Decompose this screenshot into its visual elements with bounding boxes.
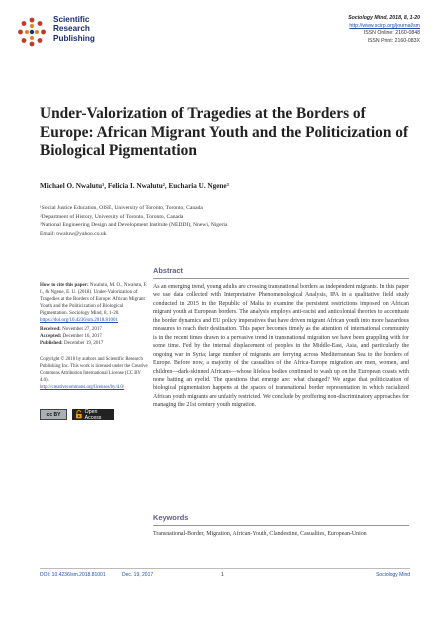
journal-info (348, 15, 420, 45)
published-date (40, 340, 148, 347)
cc-by-label: cc BY (46, 411, 61, 418)
issn-print: ISSN Print: 2160-083X (367, 37, 420, 44)
how-to-cite-label: How to cite this paper: (40, 283, 89, 288)
abstract-section (153, 266, 409, 410)
open-lock-icon (75, 410, 83, 419)
license-badges (40, 409, 148, 421)
open-access-badge[interactable] (72, 409, 114, 420)
copyright-text: Copyright © 2018 by authors and Scientific Research Publishing Inc. This work is licensed under the Creative Commons Attribution International License (CC BY 4.0). (40, 357, 148, 383)
journal-citation: Sociology Mind, 2018, 8, 1-20 (348, 15, 420, 21)
author-list: Michael O. Nwalutu¹, Felicia I. Nwalutu², Eucharia U. Ngene³ (40, 182, 229, 190)
author-email: Email: nwaluw@yahoo.co.uk (40, 230, 107, 237)
footer-date: Dec. 19, 2017 (122, 572, 154, 578)
publisher-name-line: Scientific (53, 15, 90, 24)
open-access-label: Open Access (84, 408, 102, 421)
date-label: Received: (40, 327, 61, 332)
keywords-section (153, 513, 409, 539)
affiliation-item: ³National Engineering Design and Development Institute (NEDDI), Nnewi, Nigeria (40, 222, 228, 229)
keywords-heading: Keywords (153, 513, 409, 526)
license-link[interactable]: http://creativecommons.org/licenses/by/4.0/ (40, 384, 125, 390)
date-value: November 27, 2017 (62, 327, 102, 332)
abstract-text: As an emerging trend, young adults are crossing transnational borders as independent migrants. In this paper we use data collected with Interpretative Phenomenological Analysis, IPA in a qualitative field study conducted in 2015 in the Republic of Malta to examine the persistent restrictions imposed on African migrant youth at European borders. The analysis employs anti-racist and anticolonial theories to accentuate the border dynamics and EU policy imperatives that have driven migrant African youth into more hazardous measures to reach their destination. This paper becomes timely as the attention of international community is in the recent times drawn to a pervasive trend in transnational migration we have been grappling with for some time. Fed by the internal displacement of peoples in the Middle-East, Asia, and particularly the ongoing war in Syria; large number of migrants are ferrying across Mediterranean Sea to the borders of Europe. Before now, a majority of the casualties of the Africa-Europe migration are men, women, and children—dark-skinned Africans—whose lifeless bodies continued to wash up on the European coasts with none batting an eyelid. The questions that emerge are: what changed? We argue that politicization of biological pigmentation happens at the spaces of transnational border representation in which racialized African youth migrants are unfairly restricted. We conclude by proffering non-discriminatory approaches for managing the 21st century youth migration. (153, 284, 409, 409)
keywords-text: Transnational-Border, Migration, African-Youth, Clandestine, Casualties, European-Union (153, 531, 367, 537)
journal-url-link[interactable]: http://www.scirp.org/journal/sm (349, 22, 420, 29)
abstract-heading: Abstract (153, 266, 409, 279)
affiliations (40, 204, 400, 238)
how-to-cite-text: Nwalutu, M. O., Nwalutu, F. I., & Ngene, E. U. (2018). Under-Valorization of Tragedies at the Borders of Europe: African Migrant Youth and the Politicization of Biological Pigmentation. Sociology Mind, 8, 1-20. (40, 283, 148, 317)
copyright-notice (40, 357, 148, 392)
date-value: December 19, 2017 (64, 341, 104, 347)
publisher-name-line: Publishing (53, 33, 95, 43)
paper-title: Under-Valorization of Tragedies at the Borders of Europe: African Migrant Youth and the Politicization of Biological Pigmentation (40, 105, 409, 159)
publisher-name (53, 15, 95, 43)
received-date (40, 326, 148, 333)
accepted-date (40, 333, 148, 340)
date-label: Published: (40, 341, 63, 347)
doi-link[interactable]: https://doi.org/10.4236/sm.2018.81001 (40, 318, 118, 324)
issn-online: ISSN Online: 2160-0848 (363, 30, 420, 37)
affiliation-item: ²Department of History, University of Toronto, Toronto, Canada (40, 213, 184, 220)
scientific-research-publishing-logo-icon (16, 16, 48, 48)
date-value: December 16, 2017 (62, 334, 102, 340)
page-number: 1 (221, 572, 224, 578)
publication-dates (40, 326, 148, 348)
footer-doi-link[interactable]: DOI: 10.4236/sm.2018.81001 (40, 572, 106, 578)
affiliation-item: ¹Social Justice Education, OISE, University of Toronto, Toronto, Canada (40, 205, 203, 211)
publisher-name-line: Research (53, 24, 90, 34)
cc-by-badge[interactable] (40, 409, 67, 420)
page-footer (40, 568, 410, 579)
publisher-logo[interactable] (16, 14, 126, 50)
how-to-cite (40, 282, 148, 325)
footer-journal-link[interactable]: Sociology Mind (376, 572, 410, 578)
date-label: Accepted: (40, 334, 62, 340)
